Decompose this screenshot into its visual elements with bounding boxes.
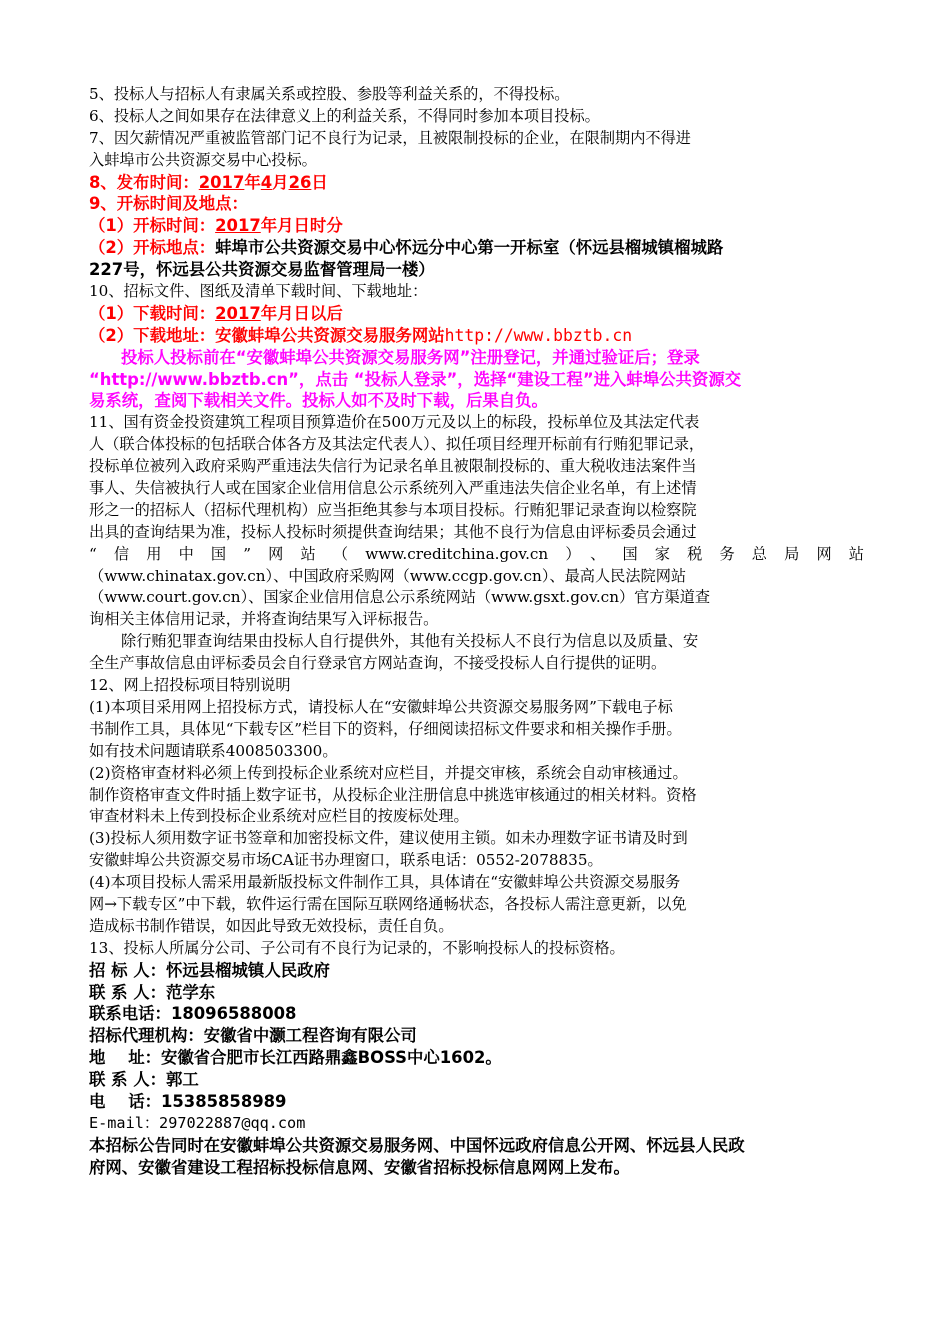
item-12-2-line3: 审查材料未上传到投标企业系统对应栏目的按废标处理。 [89, 807, 469, 826]
item-12-3-line2: 安徽蚌埠公共资源交易市场CA证书办理窗口，联系电话：0552-2078835。 [89, 851, 603, 870]
download-time-label: （1）下载时间： [89, 303, 216, 323]
download-url[interactable]: http://www.bbztb.cn [444, 325, 633, 345]
item-12-3-line1: (3)投标人须用数字证书签章和加密投标文件，建议使用主锁。如未办理数字证书请及时到 [89, 829, 688, 848]
publication-note-line2: 府网、安徽省建设工程招标投标信息网、安徽省招标投标信息网网上发布。 [89, 1157, 630, 1177]
tenderer-contact: 联 系 人：范学东 [89, 982, 216, 1002]
item-11-line2: 人（联合体投标的包括联合体各方及其法定代表人）、拟任项目经理开标前有行贿犯罪记录， [89, 435, 705, 454]
item-11-para2-line1: 除行贿犯罪查询结果由投标人自行提供外，其他有关投标人不良行为信息以及质量、安 [121, 632, 699, 651]
item-11-line9: （www.court.gov.cn）、国家企业信用信息公示系统网站（www.gsxt.gov.cn）官方渠道查 [89, 588, 711, 607]
item-12-2-line2: 制作资格审查文件时插上数字证书，从投标企业注册信息中挑选审核通过的相关材料。资格 [89, 785, 697, 804]
opening-place-cont: 227号，怀远县公共资源交易监督管理局一楼） [89, 260, 435, 280]
agency-contact: 联 系 人：郭工 [89, 1070, 199, 1090]
agency: 招标代理机构：安徽省中灏工程咨询有限公司 [89, 1026, 417, 1046]
publish-year: 2017 [198, 172, 245, 192]
publish-time [89, 172, 864, 194]
publication-note-line1: 本招标公告同时在安徽蚌埠公共资源交易服务网、中国怀远政府信息公开网、怀远县人民政 [89, 1135, 745, 1155]
tenderer-phone: 联系电话：18096588008 [89, 1004, 297, 1024]
tender-notice-document [89, 84, 864, 1179]
publish-month: 4 [260, 172, 273, 192]
item-11-line8: （www.chinatax.gov.cn）、中国政府采购网（www.ccgp.gov.cn）、最高人民法院网站 [89, 566, 687, 585]
item-11-line10: 询相关主体信用记录，并将查询结果写入评标报告。 [89, 610, 439, 629]
item-7-line2: 入蚌埠市公共资源交易中心投标。 [89, 150, 317, 169]
item-13: 13、投标人所属分公司、子公司有不良行为记录的，不影响投标人的投标资格。 [89, 938, 625, 957]
opening-heading: 9、开标时间及地点： [89, 194, 248, 214]
item-12-2-line1: (2)资格审查材料必须上传到投标企业系统对应栏目，并提交审核，系统会自动审核通过。 [89, 763, 688, 782]
item-11-line3: 投标单位被列入政府采购严重违法失信行为记录名单且被限制投标的、重大税收违法案件当 [89, 457, 697, 476]
agency-address: 地 址：安徽省合肥市长江西路鼎鑫BOSS中心1602。 [89, 1048, 502, 1068]
download-address-label: （2）下载地址：安徽蚌埠公共资源交易服务网站 [89, 325, 445, 345]
publish-month-unit: 月 [272, 172, 289, 192]
download-time [89, 303, 864, 325]
registration-note-2: “http://www.bbztb.cn”，点击 “投标人登录”，选择“建设工程”进入蚌埠公共资源交 [89, 369, 742, 389]
registration-note-1: 投标人投标前在“安徽蚌埠公共资源交易服务网”注册登记，并通过验证后；登录 [121, 347, 700, 367]
download-year: 2017 [215, 303, 261, 323]
item-11-para2-line2: 全生产事故信息由评标委员会自行登录官方网站查询，不接受投标人自行提供的证明。 [89, 654, 667, 673]
item-10: 10、招标文件、图纸及清单下载时间、下载地址： [89, 282, 428, 301]
item-12-1-line1: (1)本项目采用网上招投标方式，请投标人在“安徽蚌埠公共资源交易服务网”下载电子标 [89, 697, 673, 716]
item-11-line1: 11、国有资金投资建筑工程项目预算造价在500万元及以上的标段，投标单位及其法定代表 [89, 413, 700, 432]
item-12-1-line3: 如有技术问题请联系4008503300。 [89, 741, 338, 760]
item-12-1-line2: 书制作工具，具体见“下载专区”栏目下的资料，仔细阅读招标文件要求和相关操作手册。 [89, 719, 682, 738]
item-6: 6、投标人之间如果存在法律意义上的利益关系，不得同时参加本项目投标。 [89, 106, 600, 125]
publish-year-unit: 年 [244, 172, 261, 192]
opening-time [89, 215, 864, 237]
agency-email: E-mail：297022887@qq.com [89, 1113, 306, 1132]
publish-day: 26 [288, 172, 312, 192]
opening-place [89, 237, 864, 259]
item-11-line5: 形之一的招标人（招标代理机构）应当拒绝其参与本项目投标。行贿犯罪记录查询以检察院 [89, 500, 697, 519]
tenderer: 招 标 人：怀远县榴城镇人民政府 [89, 960, 330, 980]
item-7-line1: 7、因欠薪情况严重被监管部门记不良行为记录，且被限制投标的企业，在限制期内不得进 [89, 128, 691, 147]
item-12-4-line2: 网→下载专区”中下载，软件运行需在国际互联网络通畅状态，各投标人需注意更新，以免 [89, 894, 687, 913]
opening-year: 2017 [215, 216, 261, 236]
opening-place-label: （2）开标地点： [89, 238, 216, 258]
publish-time-label: 8、发布时间： [89, 172, 199, 192]
opening-place-value: 蚌埠市公共资源交易中心怀远分中心第一开标室（怀远县榴城镇榴城路 [215, 238, 724, 258]
opening-time-label: （1）开标时间： [89, 216, 216, 236]
item-11-line6: 出具的查询结果为准，投标人投标时须提供查询结果；其他不良行为信息由评标委员会通过 [89, 522, 697, 541]
item-5: 5、投标人与招标人有隶属关系或控股、参股等利益关系的，不得投标。 [89, 85, 570, 103]
item-12-heading: 12、网上招投标项目特别说明 [89, 676, 291, 695]
agency-phone: 电 话：15385858989 [89, 1091, 287, 1111]
item-12-4-line1: (4)本项目投标人需采用最新版投标文件制作工具，具体请在“安徽蚌埠公共资源交易服务 [89, 873, 681, 892]
download-address [89, 325, 864, 347]
registration-note-3: 易系统，查阅下载相关文件。投标人如不及时下载，后果自负。 [89, 391, 548, 411]
item-11-line7: “信用中国”网站（www.creditchina.gov.cn）、国家税务总局网站 [89, 544, 864, 563]
opening-time-rest: 年月日时分 [260, 216, 343, 236]
item-11-line4: 事人、失信被执行人或在国家企业信用信息公示系统列入严重违法失信企业名单，有上述情 [89, 479, 697, 498]
publish-day-unit: 日 [311, 172, 328, 192]
item-12-4-line3: 造成标书制作错误，如因此导致无效投标，责任自负。 [89, 916, 454, 935]
download-time-rest: 年月日以后 [260, 303, 343, 323]
